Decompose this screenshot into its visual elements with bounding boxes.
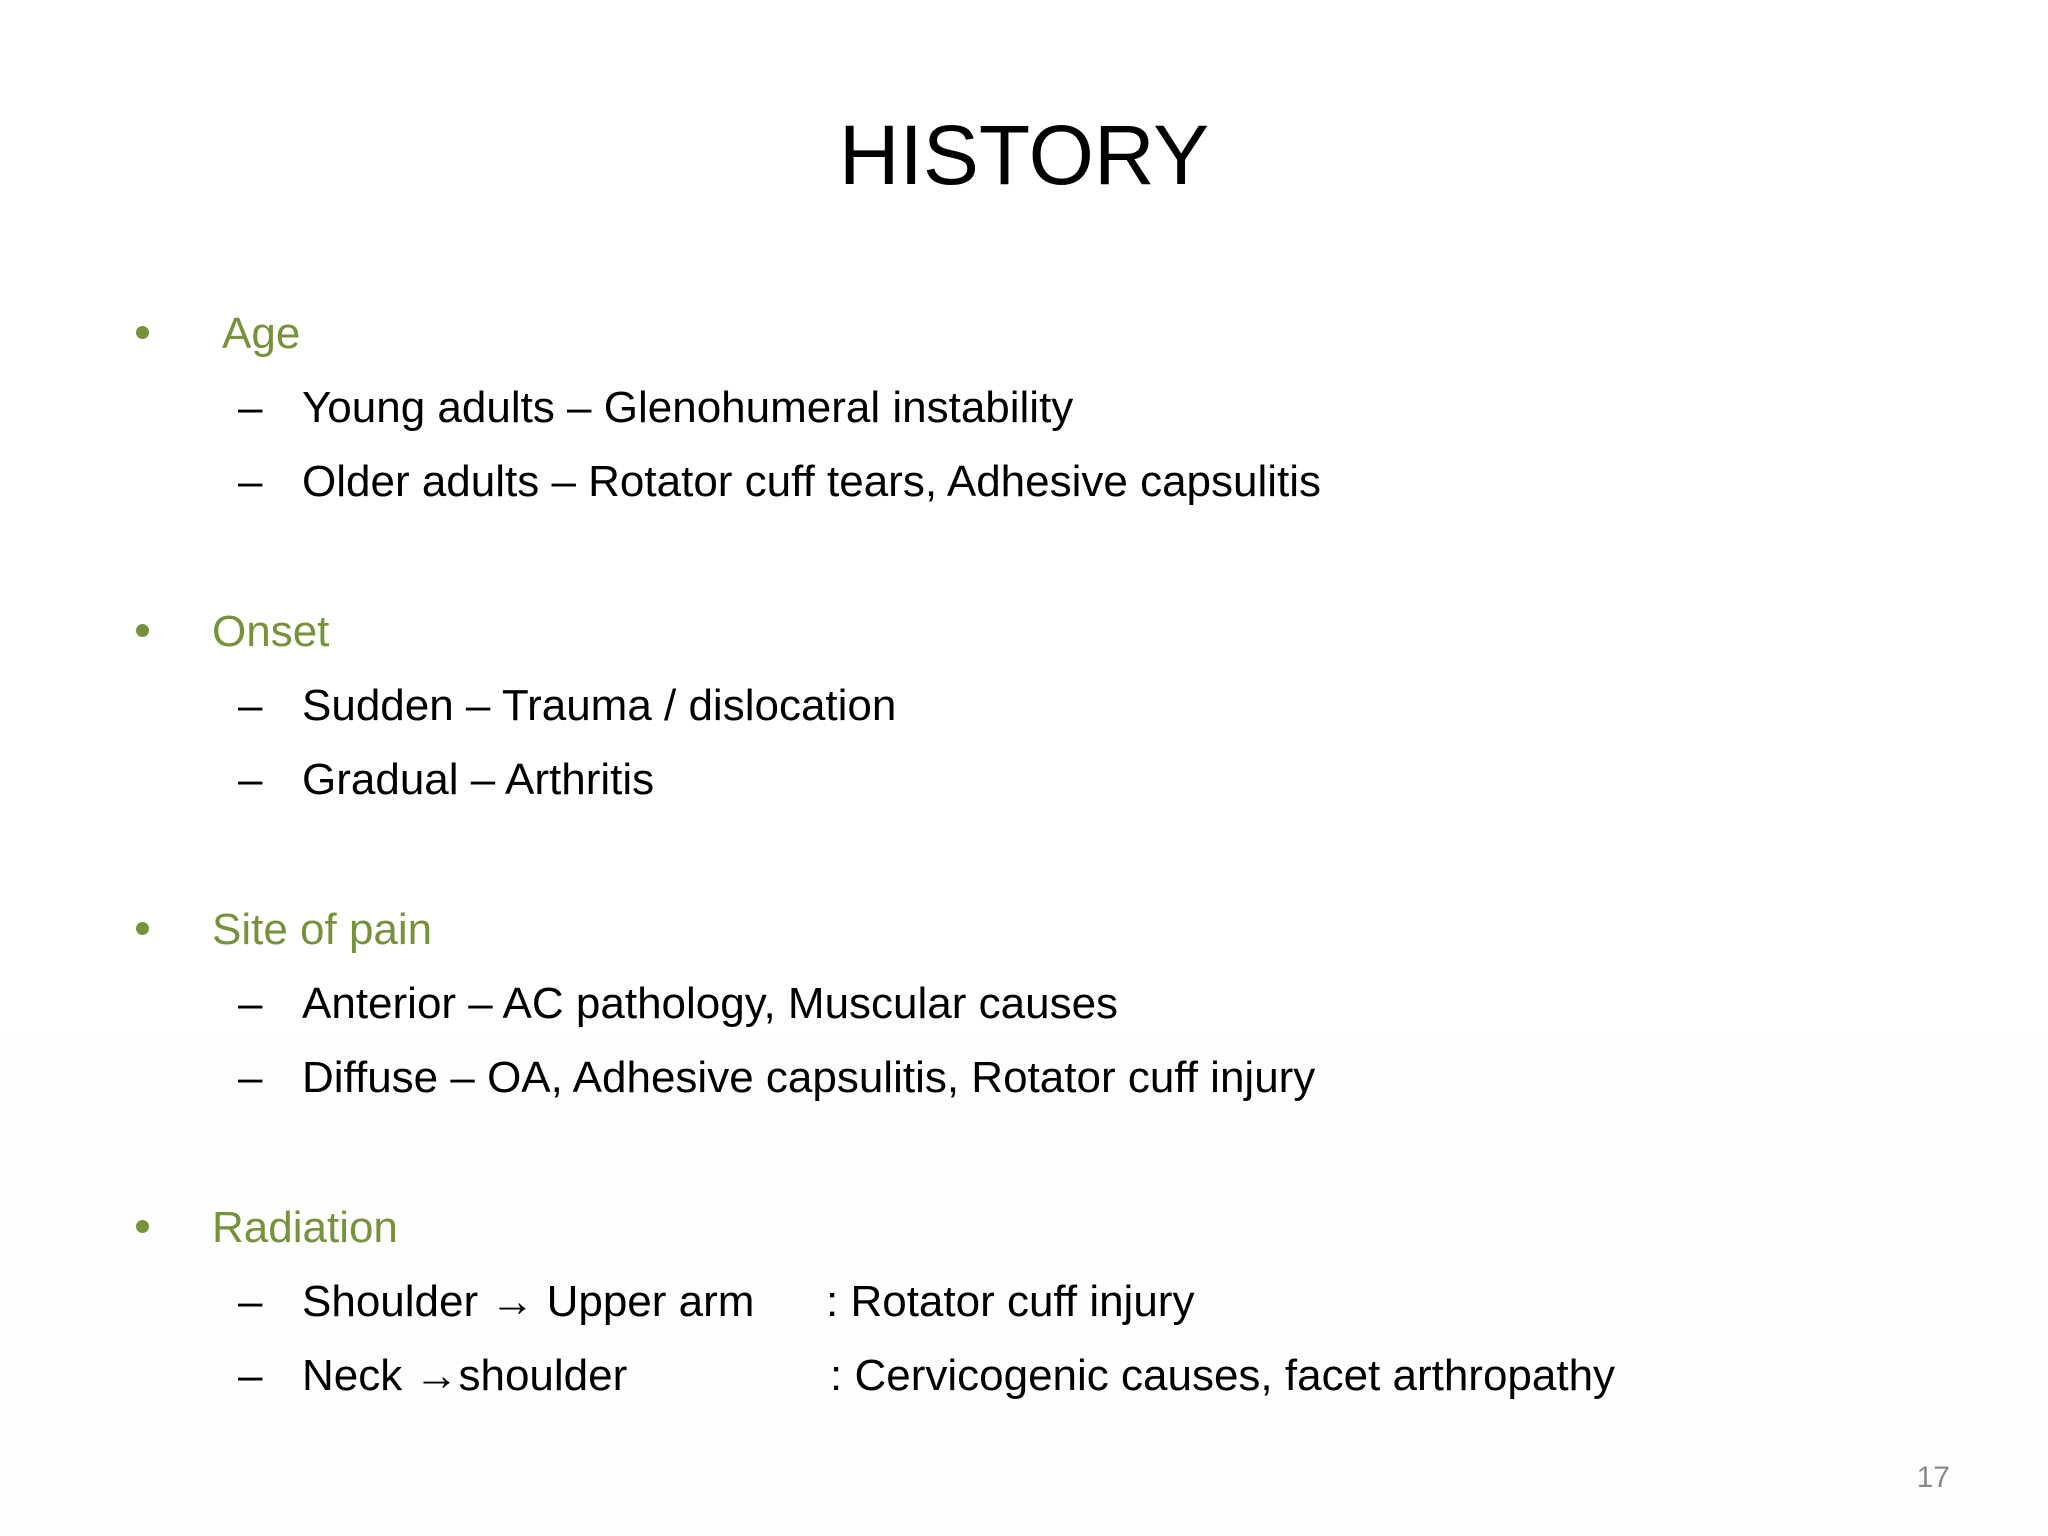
list-item-detail: : Rotator cuff injury — [826, 1277, 1195, 1326]
list-item — [0, 456, 2048, 530]
bullet-row — [0, 308, 2048, 382]
list-item-text: Shoulder → Upper arm — [302, 1277, 755, 1326]
dash-icon: – — [238, 979, 263, 1028]
slide-title: HISTORY — [838, 108, 1210, 202]
dash-icon: – — [238, 755, 263, 804]
bullet-row — [0, 904, 2048, 978]
list-item-text: Young adults – Glenohumeral instability — [302, 383, 1074, 432]
bullet-label: Onset — [212, 607, 330, 656]
list-item — [0, 1052, 2048, 1126]
bullet-dot-icon — [136, 922, 149, 935]
section-radiation — [0, 1202, 2048, 1424]
bullet-label: Radiation — [212, 1203, 398, 1252]
bullet-dot-icon — [136, 326, 149, 339]
list-item — [0, 978, 2048, 1052]
dash-icon: – — [238, 1277, 263, 1326]
list-item-detail: : Cervicogenic causes, facet arthropathy — [830, 1351, 1616, 1400]
list-item-text: Neck →shoulder — [302, 1351, 628, 1400]
dash-icon: – — [238, 1053, 263, 1102]
dash-icon: – — [238, 1351, 263, 1400]
list-item-text: Diffuse – OA, Adhesive capsulitis, Rotator cuff injury — [302, 1053, 1316, 1102]
bullet-dot-icon — [136, 624, 149, 637]
section-age — [0, 308, 2048, 530]
bullet-row — [0, 606, 2048, 680]
list-item — [0, 1276, 2048, 1350]
list-item — [0, 1350, 2048, 1424]
bullet-label: Age — [222, 309, 301, 358]
dash-icon: – — [238, 383, 263, 432]
dash-icon: – — [238, 681, 263, 730]
list-item-text: Sudden – Trauma / dislocation — [302, 681, 897, 730]
bullet-dot-icon — [136, 1220, 149, 1233]
list-item — [0, 382, 2048, 456]
bullet-row — [0, 1202, 2048, 1276]
list-item-text: Anterior – AC pathology, Muscular causes — [302, 979, 1119, 1028]
list-item-text: Older adults – Rotator cuff tears, Adhesive capsulitis — [302, 457, 1322, 506]
list-item — [0, 680, 2048, 754]
section-onset — [0, 606, 2048, 828]
dash-icon: – — [238, 457, 263, 506]
list-item — [0, 754, 2048, 828]
bullet-label: Site of pain — [212, 905, 433, 954]
list-item-text: Gradual – Arthritis — [302, 755, 655, 804]
page-number: 17 — [1916, 1461, 1950, 1494]
section-site-of-pain — [0, 904, 2048, 1126]
